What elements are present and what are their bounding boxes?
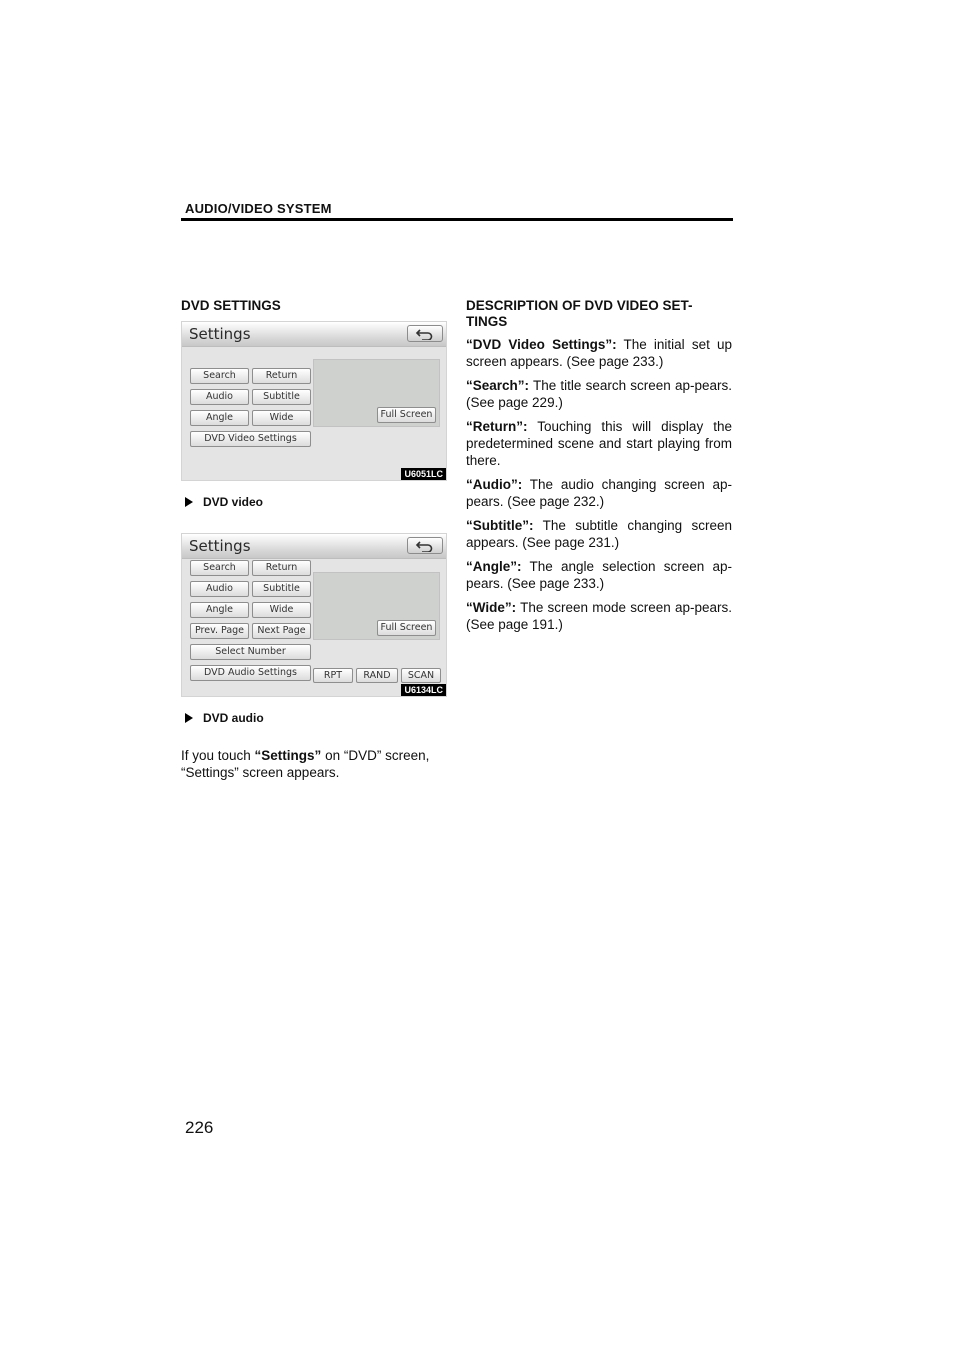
- item-term: “Return”:: [466, 419, 528, 434]
- wide-button[interactable]: Wide: [252, 602, 311, 618]
- item-term: “Subtitle”:: [466, 518, 534, 533]
- prev-page-button[interactable]: Prev. Page: [190, 623, 249, 639]
- dvd-settings-heading: DVD SETTINGS: [181, 298, 281, 313]
- return-button[interactable]: Return: [252, 560, 311, 576]
- caption-text: DVD video: [203, 495, 264, 509]
- settings-title-bar: [182, 322, 446, 347]
- left-column: [181, 298, 447, 781]
- description-item: [466, 377, 732, 411]
- dvd-audio-settings-button[interactable]: DVD Audio Settings: [190, 665, 311, 681]
- section-header-title: AUDIO/VIDEO SYSTEM: [185, 201, 332, 216]
- settings-title-bar: [182, 534, 446, 559]
- back-button[interactable]: [407, 537, 443, 554]
- subtitle-button[interactable]: Subtitle: [252, 581, 311, 597]
- item-text: The subtitle changing screen appears. (See page 231.): [466, 518, 732, 550]
- figure-code: U6134LC: [401, 684, 446, 696]
- caption-text: DVD audio: [203, 711, 264, 725]
- settings-title: Settings: [189, 537, 251, 555]
- subtitle-button[interactable]: Subtitle: [252, 389, 311, 405]
- intro-paragraph: [181, 747, 447, 781]
- scan-button[interactable]: SCAN: [401, 668, 441, 683]
- full-screen-button[interactable]: Full Screen: [377, 407, 436, 423]
- audio-button[interactable]: Audio: [190, 581, 249, 597]
- figure-code: U6051LC: [401, 468, 446, 480]
- angle-button[interactable]: Angle: [190, 410, 249, 426]
- description-item: [466, 517, 732, 551]
- description-item: [466, 418, 732, 469]
- header-rule: [181, 218, 733, 221]
- description-item: [466, 336, 732, 370]
- rand-button[interactable]: RAND: [356, 668, 398, 683]
- next-page-button[interactable]: Next Page: [252, 623, 311, 639]
- back-arrow-icon: [415, 540, 435, 552]
- dvd-video-settings-button[interactable]: DVD Video Settings: [190, 431, 311, 447]
- wide-button[interactable]: Wide: [252, 410, 311, 426]
- right-column: [466, 298, 732, 640]
- angle-button[interactable]: Angle: [190, 602, 249, 618]
- page-number: 226: [185, 1118, 214, 1137]
- audio-button[interactable]: Audio: [190, 389, 249, 405]
- paragraph-text: on “DVD” screen, “Settings” screen appears.: [181, 748, 430, 780]
- item-term: “Wide”:: [466, 600, 517, 615]
- description-item: [466, 599, 732, 633]
- dvd-audio-caption: [185, 711, 447, 725]
- item-text: The audio changing screen ap-pears. (See page 232.): [466, 477, 732, 509]
- item-term: “Angle”:: [466, 559, 522, 574]
- return-button[interactable]: Return: [252, 368, 311, 384]
- triangle-bullet-icon: [185, 713, 193, 723]
- item-text: The title search screen ap-pears. (See page 229.): [466, 378, 732, 410]
- settings-term: “Settings”: [254, 748, 322, 763]
- select-number-button[interactable]: Select Number: [190, 644, 311, 660]
- description-item: [466, 558, 732, 592]
- rpt-button[interactable]: RPT: [313, 668, 353, 683]
- item-text: Touching this will display the predetermined scene and start playing from there.: [466, 419, 732, 468]
- search-button[interactable]: Search: [190, 560, 249, 576]
- back-arrow-icon: [415, 328, 435, 340]
- triangle-bullet-icon: [185, 497, 193, 507]
- description-heading: DESCRIPTION OF DVD VIDEO SET-TINGS: [466, 298, 693, 329]
- item-text: The angle selection screen ap-pears. (See page 233.): [466, 559, 732, 591]
- back-button[interactable]: [407, 325, 443, 342]
- full-screen-button[interactable]: Full Screen: [377, 620, 436, 636]
- video-preview-area: [313, 359, 440, 427]
- paragraph-text: If you touch: [181, 748, 255, 763]
- item-text: The screen mode screen ap-pears. (See page 191.): [466, 600, 732, 632]
- dvd-audio-settings-screenshot: [181, 533, 447, 697]
- item-term: “Search”:: [466, 378, 530, 393]
- settings-title: Settings: [189, 325, 251, 343]
- dvd-video-settings-screenshot: [181, 321, 447, 481]
- item-term: “DVD Video Settings”:: [466, 337, 617, 352]
- item-text: The initial set up screen appears. (See page 233.): [466, 337, 732, 369]
- item-term: “Audio”:: [466, 477, 523, 492]
- search-button[interactable]: Search: [190, 368, 249, 384]
- description-item: [466, 476, 732, 510]
- dvd-video-caption: [185, 495, 447, 509]
- video-preview-area: [313, 572, 440, 640]
